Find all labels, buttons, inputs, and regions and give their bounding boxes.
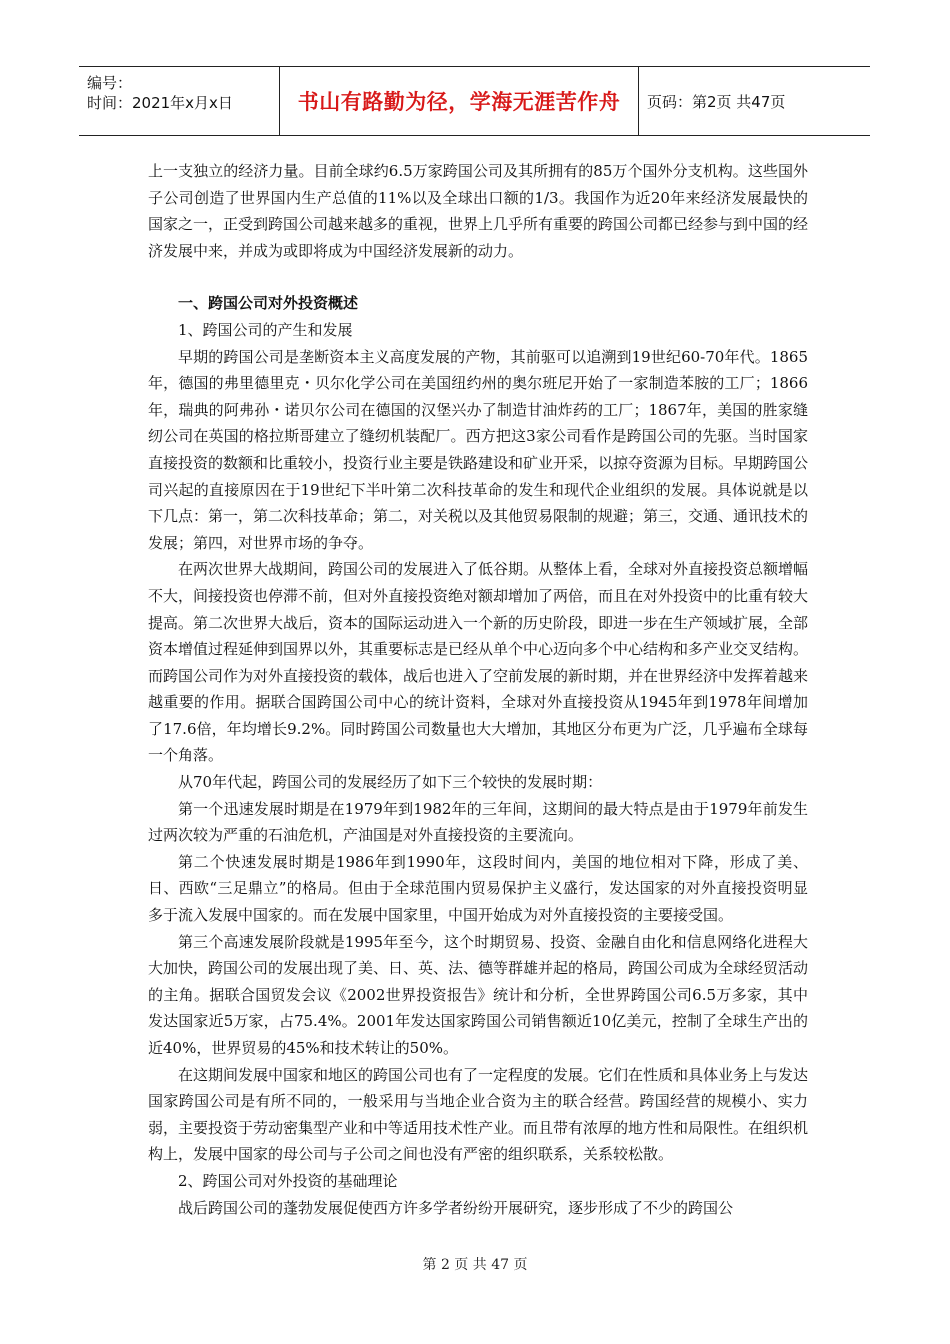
header-page-info: 页码：第2页 共47页 bbox=[647, 92, 786, 111]
subsection-heading: 2、跨国公司对外投资的基础理论 bbox=[178, 1171, 398, 1190]
section-heading: 一、跨国公司对外投资概述 bbox=[178, 294, 359, 313]
page-footer: 第 2 页 共 47 页 bbox=[422, 1257, 528, 1273]
body-paragraph: 第三个高速发展阶段就是1995年至今，这个时期贸易、投资、金融自由化和信息网络化进程大大加快，跨国公司的发展出现了美、日、英、法、德等群雄并起的格局，跨国公司成为全球经贸活动的主角。据联合国贸发会议《2002世界投资报告》统计和分析，全世界跨国公司6.5万多家，其中发达国家近5万家，占75.4%。2001年发达国家跨国公司销售额近10亿美元，控制了全球生产出的近40%，世界贸易的45%和技术转让的50%。 bbox=[148, 932, 809, 1057]
header-meta bbox=[79, 67, 280, 135]
document-date-label: 时间：2021年x月x日 bbox=[87, 94, 233, 112]
body-paragraph: 第二个快速发展时期是1986年到1990年，这段时间内，美国的地位相对下降，形成了美、日、西欧“三足鼎立”的格局。但由于全球范围内贸易保护主义盛行，发达国家的对外直接投资明显多于流入发展中国家的。而在发展中国家里，中国开始成为对外直接投资的主要接受国。 bbox=[148, 852, 808, 925]
body-paragraph: 第一个迅速发展时期是在1979年到1982年的三年间，这期间的最大特点是由于1979年前发生过两次较为严重的石油危机，产油国是对外直接投资的主要流向。 bbox=[148, 799, 808, 845]
page-header bbox=[79, 66, 870, 136]
body-paragraph: 战后跨国公司的蓬勃发展促使西方许多学者纷纷开展研究，逐步形成了不少的跨国公 bbox=[178, 1198, 734, 1217]
document-body bbox=[148, 158, 808, 1221]
subsection-heading: 1、跨国公司的产生和发展 bbox=[178, 320, 353, 339]
body-paragraph: 早期的跨国公司是垄断资本主义高度发展的产物，其前驱可以追溯到19世纪60-70年代。1865年，德国的弗里德里克・贝尔化学公司在美国纽约州的奥尔班尼开始了一家制造苯胺的工厂；1866年，瑞典的阿弗孙・诺贝尔公司在德国的汉堡兴办了制造甘油炸药的工厂；1867年，美国的胜家缝纫公司在英国的格拉斯哥建立了缝纫机装配厂。西方把这3家公司看作是跨国公司的先驱。当时国家直接投资的数额和比重较小，投资行业主要是铁路建设和矿业开采，以掠夺资源为目标。早期跨国公司兴起的直接原因在于19世纪下半叶第二次科技革命的发生和现代企业组织的发展。具体说就是以下几点：第一，第二次科技革命；第二，对关税以及其他贸易限制的规避；第三，交通、通讯技术的发展；第四，对世界市场的争夺。 bbox=[148, 347, 809, 552]
header-motto: 书山有路勤为径，学海无涯苦作舟 bbox=[280, 67, 639, 135]
body-paragraph: 从70年代起，跨国公司的发展经历了如下三个较快的发展时期： bbox=[178, 773, 603, 792]
body-paragraph: 在两次世界大战期间，跨国公司的发展进入了低谷期。从整体上看，全球对外直接投资总额增幅不大，间接投资也停滞不前，但对外直接投资绝对额却增加了两倍，而且在对外投资中的比重有较大提高。第二次世界大战后，资本的国际运动进入一个新的历史阶段，即进一步在生产领域扩展，全部资本增值过程延伸到国界以外，其重要标志是已经从单个中心迈向多个中心结构和多产业交叉结构。而跨国公司作为对外直接投资的载体，战后也进入了空前发展的新时期，并在世界经济中发挥着越来越重要的作用。据联合国跨国公司中心的统计资料，全球对外直接投资从1945年到1978年间增加了17.6倍，年均增长9.2%。同时跨国公司数量也大大增加，其地区分布更为广泛，几乎遍布全球每一个角落。 bbox=[148, 560, 809, 765]
body-paragraph: 在这期间发展中国家和地区的跨国公司也有了一定程度的发展。它们在性质和具体业务上与发达国家跨国公司是有所不同的，一般采用与当地企业合资为主的联合经营。跨国经营的规模小、实力弱，主要投资于劳动密集型产业和中等适用技术性产业。而且带有浓厚的地方性和局限性。在组织机构上，发展中国家的母公司与子公司之间也没有严密的组织联系，关系较松散。 bbox=[148, 1065, 809, 1164]
document-number-label: 编号： bbox=[87, 74, 133, 92]
body-paragraph: 上一支独立的经济力量。目前全球约6.5万家跨国公司及其所拥有的85万个国外分支机构。这些国外子公司创造了世界国内生产总值的11%以及全球出口额的1/3。我国作为近20年来经济发展最快的国家之一，正受到跨国公司越来越多的重视，世界上几乎所有重要的跨国公司都已经参与到中国的经济发展中来，并成为或即将成为中国经济发展新的动力。 bbox=[148, 162, 809, 260]
